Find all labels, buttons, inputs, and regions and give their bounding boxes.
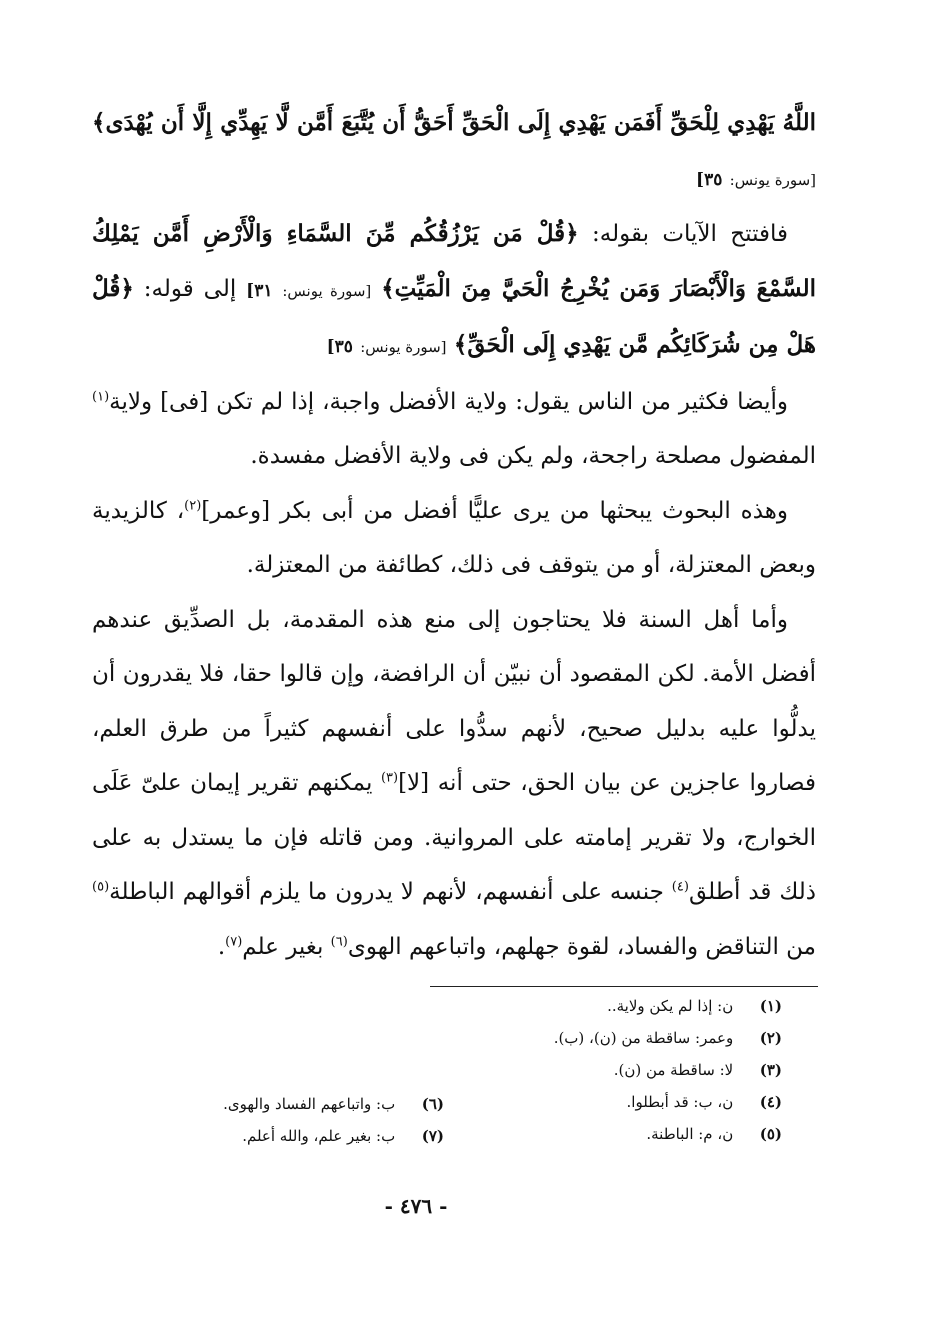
footnote-item: [452, 1118, 782, 1150]
paragraph-3: [92, 375, 816, 484]
footnote-item: [144, 1120, 444, 1152]
paragraph-text: وأيضا فكثير من الناس يقول: ولاية الأفضل واجبة، إذا لم تكن [فى] ولاية: [109, 388, 788, 415]
surah-reference: [سورة يونس:: [282, 281, 372, 300]
paragraph-text: جنسه على أنفسهم، لأنهم لا يدرون ما يلزم أقوالهم الباطلة: [109, 879, 664, 905]
footnote-text: ن، ب: قد أبطلوا.: [626, 1093, 734, 1111]
footnote-marker[interactable]: (٢): [184, 497, 202, 513]
footnote-number: (١): [759, 997, 782, 1015]
footnote-marker[interactable]: (٧): [225, 933, 243, 949]
paragraph-text: يمكنهم تقرير إيمان علىّ عَلَى الخوارج، ولا تقرير إمامته على المروانية. ومن قاتله فإن ما يستدل به على ذلك قد أطلق: [92, 770, 816, 905]
paragraph-5: [92, 593, 816, 975]
verse-number: ٣٥]: [696, 169, 723, 190]
footnote-marker[interactable]: (٤): [671, 879, 689, 895]
surah-reference: [سورة يونس:: [729, 170, 816, 189]
paragraph-text: .: [217, 933, 226, 960]
paragraph-1: [92, 96, 816, 207]
paragraph-2: [92, 207, 816, 375]
paragraph-text: المفضول مصلحة راجحة، ولم يكن فى ولاية الأفضل مفسدة.: [250, 443, 816, 469]
quran-verse: ﴿قُلْ هَلْ مِن شُرَكَائِكُم مَّن يَهْدِي إِلَى الْحَقِّ﴾: [92, 274, 816, 358]
footnote-separator: [430, 986, 818, 987]
paragraph-text: ، كالزيدية وبعض المعتزلة، أو من يتوقف فى ذلك، كطائفة من المعتزلة.: [92, 497, 816, 578]
verse-number: ٣١]: [246, 280, 273, 301]
footnote-marker[interactable]: (٦): [330, 933, 348, 949]
footnote-text: ب: بغير علم، والله أعلم.: [242, 1127, 396, 1145]
footnote-number: (٥): [759, 1125, 782, 1143]
footnote-marker[interactable]: (٥): [92, 879, 110, 895]
footnote-text: وعمر: ساقطة من (ن)، (ب).: [553, 1029, 734, 1047]
footnotes-column-right: [452, 990, 782, 1150]
paragraph-text: وهذه البحوث يبحثها من يرى عليًّا أفضل من أبى بكر [وعمر]: [201, 497, 788, 524]
footnote-number: (٣): [759, 1061, 782, 1079]
footnote-text: ن: إذا لم يكن ولاية..: [607, 997, 734, 1015]
verse-number: ٣٥]: [326, 337, 353, 357]
footnote-item: [452, 990, 782, 1022]
paragraph-text: إلى قوله:: [143, 275, 237, 302]
footnote-number: (٤): [759, 1093, 782, 1111]
footnote-marker[interactable]: (١): [92, 388, 110, 404]
quran-verse: اللَّهُ يَهْدِي لِلْحَقِّ أَفَمَن يَهْدِي إِلَى الْحَقِّ أَحَقُّ أَن يُتَّبَعَ أَمَّن لَّا يَهِدِّي إِلَّا أَن يُهْدَى﴾: [92, 109, 816, 136]
footnote-marker[interactable]: (٣): [380, 770, 399, 786]
quran-verse: ﴿قُلْ مَن يَرْزُقُكُم مِّنَ السَّمَاءِ وَالْأَرْضِ أَمَّن يَمْلِكُ السَّمْعَ وَالْأَبْصَارَ وَمَن يُخْرِجُ الْحَيَّ مِنَ الْمَيِّتِ﴾: [92, 220, 817, 302]
paragraph-text: وأما أهل السنة فلا يحتاجون إلى منع هذه المقدمة، بل الصدِّيق عندهم أفضل الأمة. لكن المقصود أن نبيّن أن الرافضة، وإن قالوا حقا، فلا يقدرون أن يدلُّوا عليه بدليل صحيح، لأنهم سدُّوا على أنفسهم كثيراً من طرق العلم، فصاروا عاجزين عن بيان الحق، حتى أنه [لا]: [92, 606, 816, 796]
paragraph-4: [92, 484, 816, 593]
main-text: [92, 96, 816, 974]
footnotes-column-left: [144, 1088, 444, 1152]
footnote-number: (٧): [421, 1127, 444, 1145]
footnote-item: [144, 1088, 444, 1120]
footnote-text: لا: ساقطة من (ن).: [613, 1061, 734, 1079]
page-number: - ٤٧٦ -: [384, 1194, 448, 1218]
paragraph-text: بغير علم: [242, 933, 324, 960]
footnote-item: [452, 1022, 782, 1054]
footnote-item: [452, 1054, 782, 1086]
surah-reference: [سورة يونس:: [360, 338, 447, 356]
paragraph-text: من التناقض والفساد، لقوة جهلهم، واتباعهم الهوى: [347, 933, 816, 960]
footnote-number: (٦): [421, 1095, 444, 1113]
footnote-item: [452, 1086, 782, 1118]
paragraph-text: فافتتح الآيات بقوله:: [592, 221, 789, 247]
footnote-text: ب: واتباعهم الفساد والهوى.: [223, 1095, 396, 1113]
footnote-number: (٢): [759, 1029, 782, 1047]
footnote-text: ن، م: الباطنة.: [646, 1125, 734, 1143]
